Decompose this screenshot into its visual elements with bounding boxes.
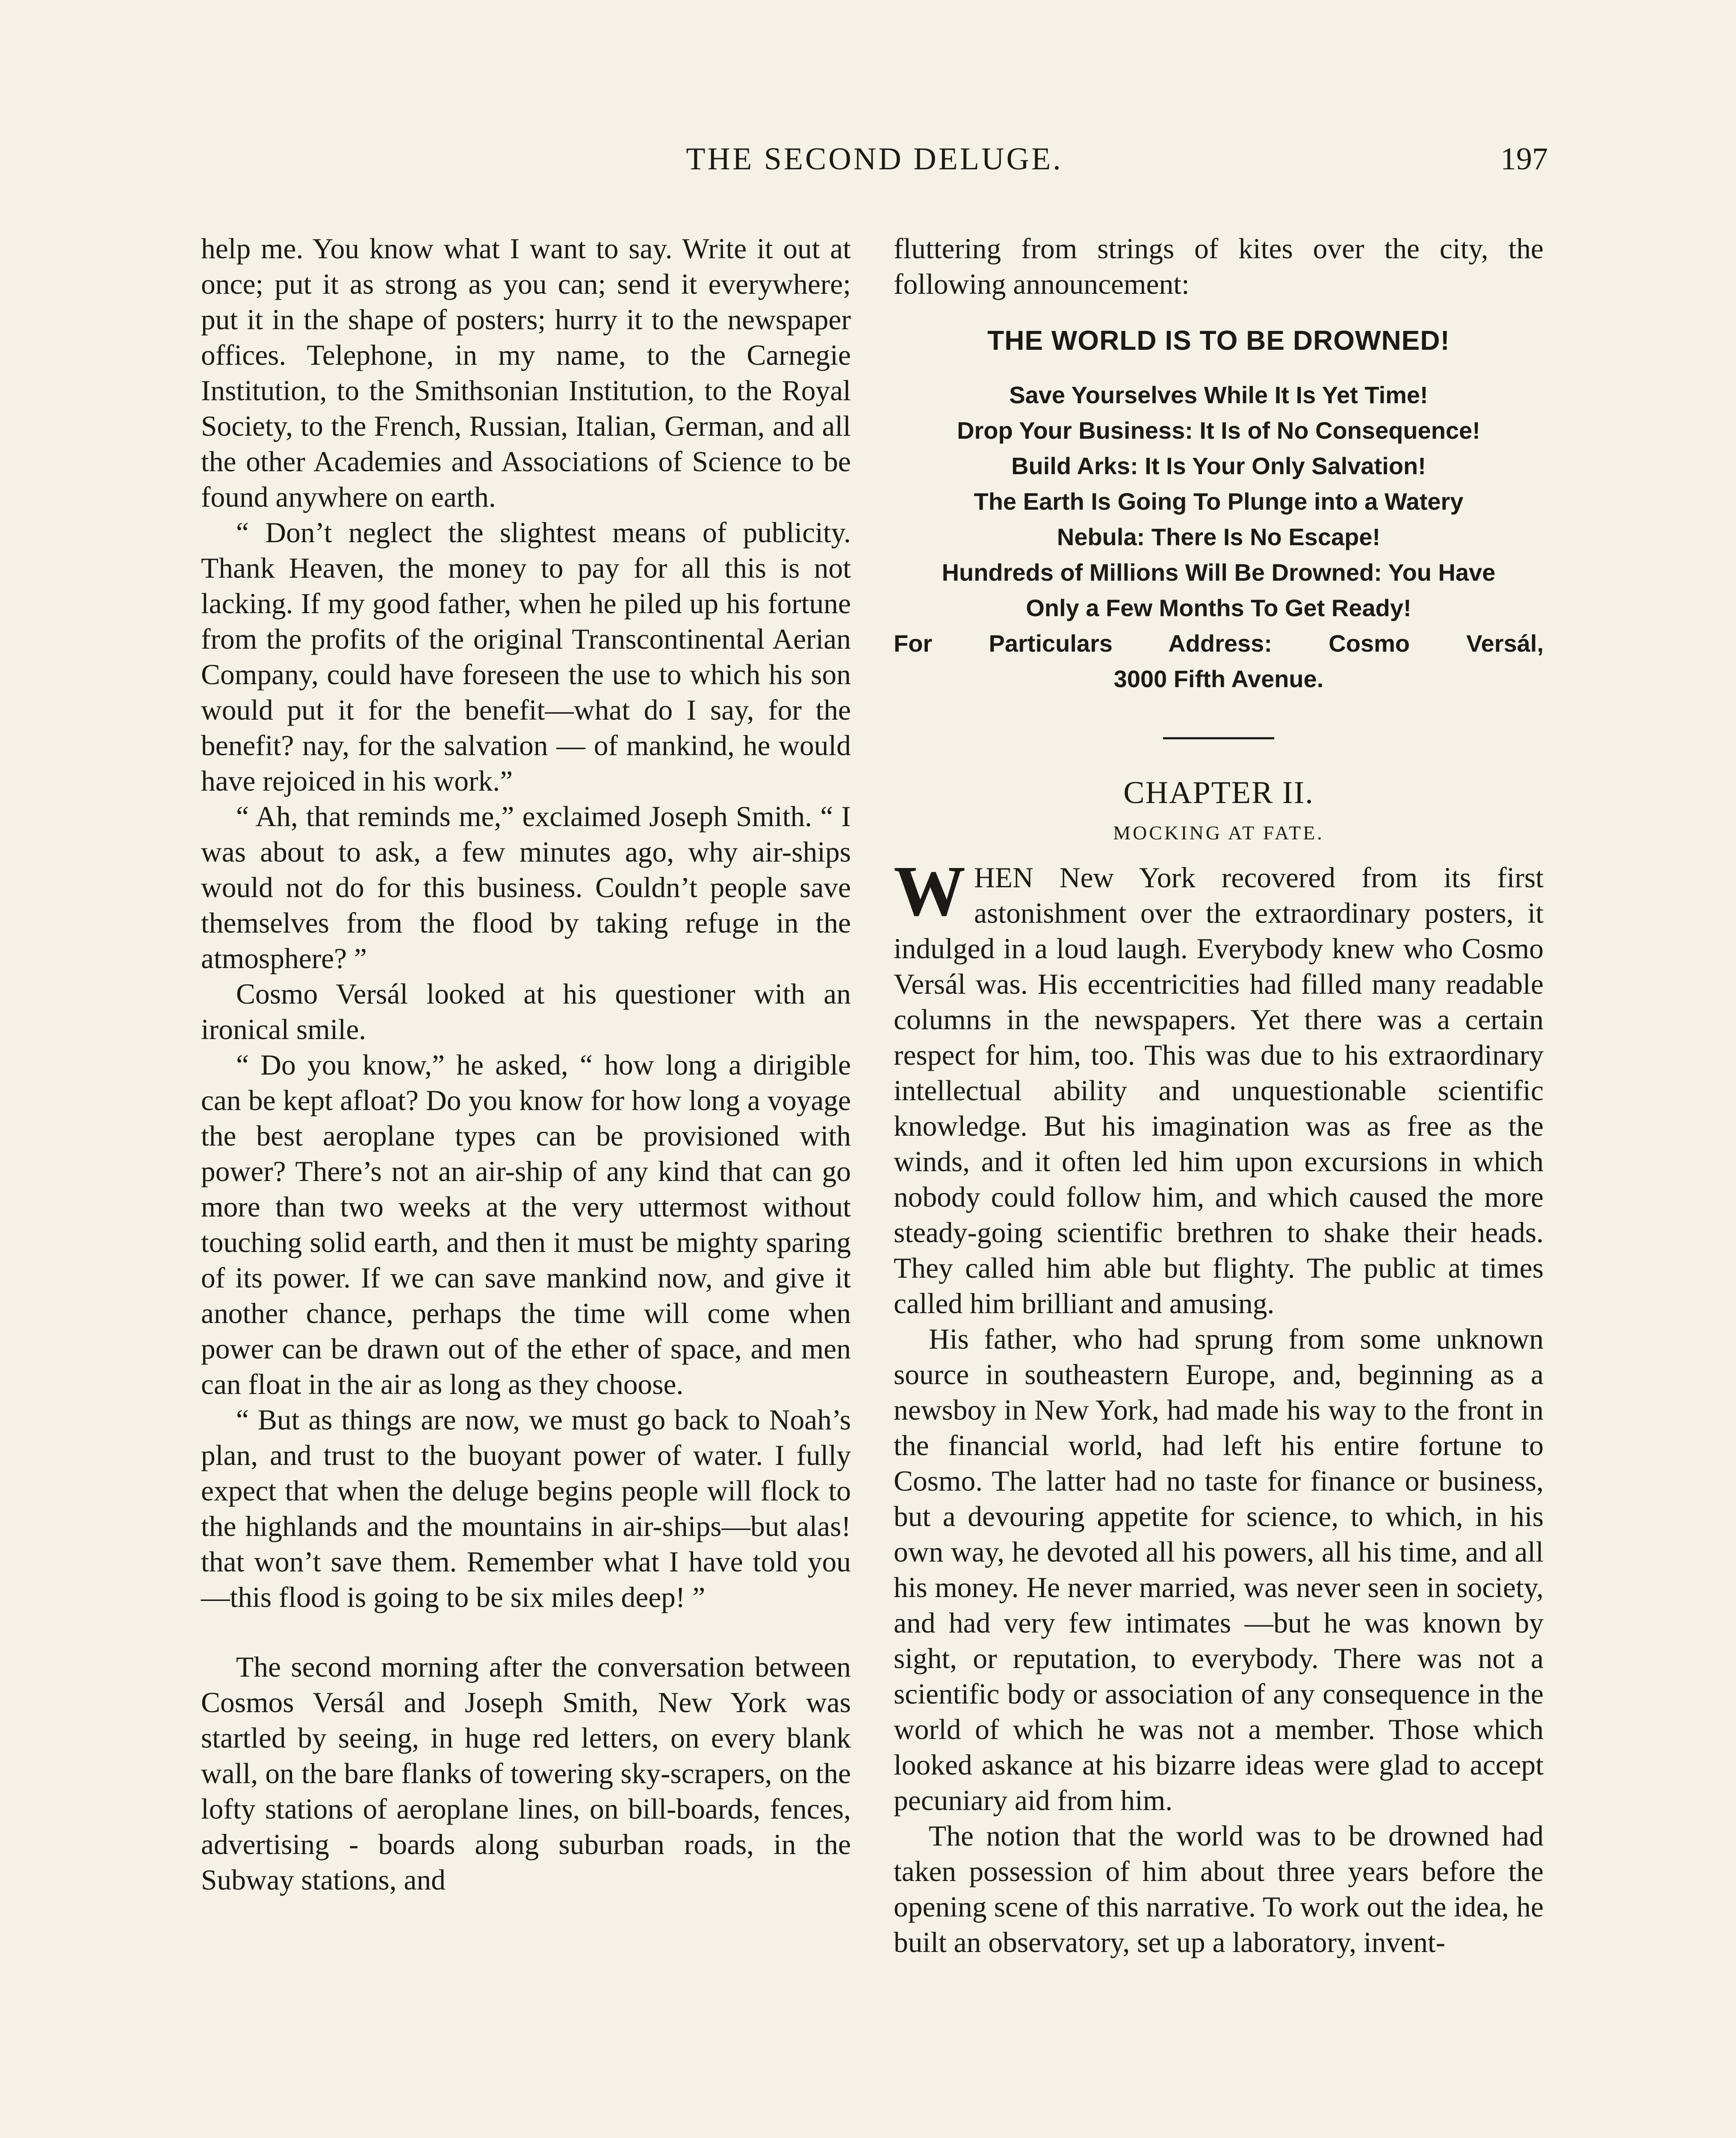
paragraph: His father, who had sprung from some unknown source in southeastern Europe, and, beginning as a newsboy in New York, had made his way to the front in the financial world, had left his entire fortune to Cosmo. The latter had no taste for finance or business, but a devouring appetite for science, to which, in his own way, he devoted all his powers, all his time, and all his money. He never married, was never seen in society, and had very few intimates —but he was known by sight, or reputation, to everybody. There was not a scientific body or association of any consequence in the world of which he was not a member. Those which looked askance at his bizarre ideas were glad to accept pecuniary aid from him. bbox=[894, 1323, 1544, 1816]
paragraph: help me. You know what I want to say. Write it out at once; put it as strong as you can; send it everywhere; put it in the shape of posters; hurry it to the newspaper offices. Telephone, in my name, to the Carnegie Institution, to the Smithsonian Institution, to the Royal Society, to the French, Russian, Italian, German, and all the other Academies and Associations of Science to be found anywhere on earth. bbox=[201, 233, 851, 513]
announcement-line: Drop Your Business: It Is of No Consequence! bbox=[957, 417, 1480, 444]
paragraph: Cosmo Versál looked at his questioner with an ironical smile. bbox=[201, 978, 851, 1045]
announcement-line: For Particulars Address: Cosmo Versál, bbox=[894, 630, 1544, 657]
paragraph bbox=[894, 851, 1544, 1321]
chapter-subtitle: MOCKING AT FATE. bbox=[1113, 822, 1324, 844]
drop-cap: W bbox=[894, 851, 965, 931]
announcement-line: Hundreds of Millions Will Be Drowned: You Have bbox=[942, 559, 1496, 586]
left-column bbox=[201, 231, 851, 1898]
right-column bbox=[894, 231, 1544, 1960]
running-title: THE SECOND DELUGE. bbox=[686, 142, 1063, 177]
announcement-line: Build Arks: It Is Your Only Salvation! bbox=[1011, 452, 1426, 479]
paragraph: fluttering from strings of kites over the city, the following announcement: bbox=[894, 233, 1544, 300]
announcement-line: 3000 Fifth Avenue. bbox=[1113, 665, 1324, 692]
announcement-headline: THE WORLD IS TO BE DROWNED! bbox=[987, 325, 1450, 356]
page-header bbox=[201, 141, 1548, 192]
announcement-line: Save Yourselves While It Is Yet Time! bbox=[1009, 381, 1428, 408]
poster-announcement bbox=[894, 319, 1544, 697]
chapter-title: CHAPTER II. bbox=[1123, 775, 1314, 810]
paragraph: The second morning after the conversation between Cosmos Versál and Joseph Smith, New York was startled by seeing, in huge red letters, on every blank wall, on the bare flanks of towering sky-scrapers, on the lofty stations of aeroplane lines, on bill-boards, fences, advertising - boards along suburban roads, in the Subway stations, and bbox=[201, 1651, 851, 1896]
announcement-line: The Earth Is Going To Plunge into a Watery bbox=[974, 488, 1464, 515]
paragraph: The notion that the world was to be drowned had taken possession of him about three years before the opening scene of this narrative. To work out the idea, he built an observatory, set up a laboratory, invent- bbox=[894, 1820, 1544, 1958]
announcement-line: Only a Few Months To Get Ready! bbox=[1026, 594, 1411, 621]
announcement-line: Nebula: There Is No Escape! bbox=[1057, 523, 1381, 550]
page-number: 197 bbox=[1500, 142, 1548, 177]
paragraph: “ Ah, that reminds me,” exclaimed Joseph Smith. “ I was about to ask, a few minutes ago, why air-ships would not do for this business. Couldn’t people save themselves from the flood by taking refuge in the atmosphere? ” bbox=[201, 800, 851, 975]
paragraph-text: HEN New York recovered from its first astonishment over the extraordinary posters, it indulged in a loud laugh. Everybody knew who Cosmo Versál was. His eccentricities had filled many readable columns in the newspapers. Yet there was a certain respect for him, too. This was due to his extraordinary intellectual ability and unquestionable scientific knowledge. But his imagination was as free as the winds, and it often led him upon excursions in which nobody could follow him, and which caused the more steady-going scientific brethren to shake their heads. They called him able but flighty. The public at times called him brilliant and amusing. bbox=[894, 862, 1544, 1320]
paragraph: “ But as things are now, we must go back to Noah’s plan, and trust to the buoyant power of water. I fully expect that when the deluge begins people will flock to the highlands and the mountains in air-ships—but alas! that won’t save them. Remember what I have told you—this flood is going to be six miles deep! ” bbox=[201, 1404, 851, 1613]
section-divider bbox=[1163, 737, 1274, 739]
paragraph: “ Do you know,” he asked, “ how long a dirigible can be kept afloat? Do you know for how long a voyage the best aeroplane types can be provisioned with power? There’s not an air-ship of any kind that can go more than two weeks at the very uttermost without touching solid earth, and then it must be mighty sparing of its power. If we can save mankind now, and give it another chance, perhaps the time will come when power can be drawn out of the ether of space, and men can float in the air as long as they choose. bbox=[201, 1049, 851, 1400]
paragraph: “ Don’t neglect the slightest means of publicity. Thank Heaven, the money to pay for all this is not lacking. If my good father, when he piled up his fortune from the profits of the original Transcontinental Aerian Company, could have foreseen the use to which his son would put it for the benefit—what do I say, for the benefit? nay, for the salvation — of mankind, he would have rejoiced in his work.” bbox=[201, 517, 851, 797]
